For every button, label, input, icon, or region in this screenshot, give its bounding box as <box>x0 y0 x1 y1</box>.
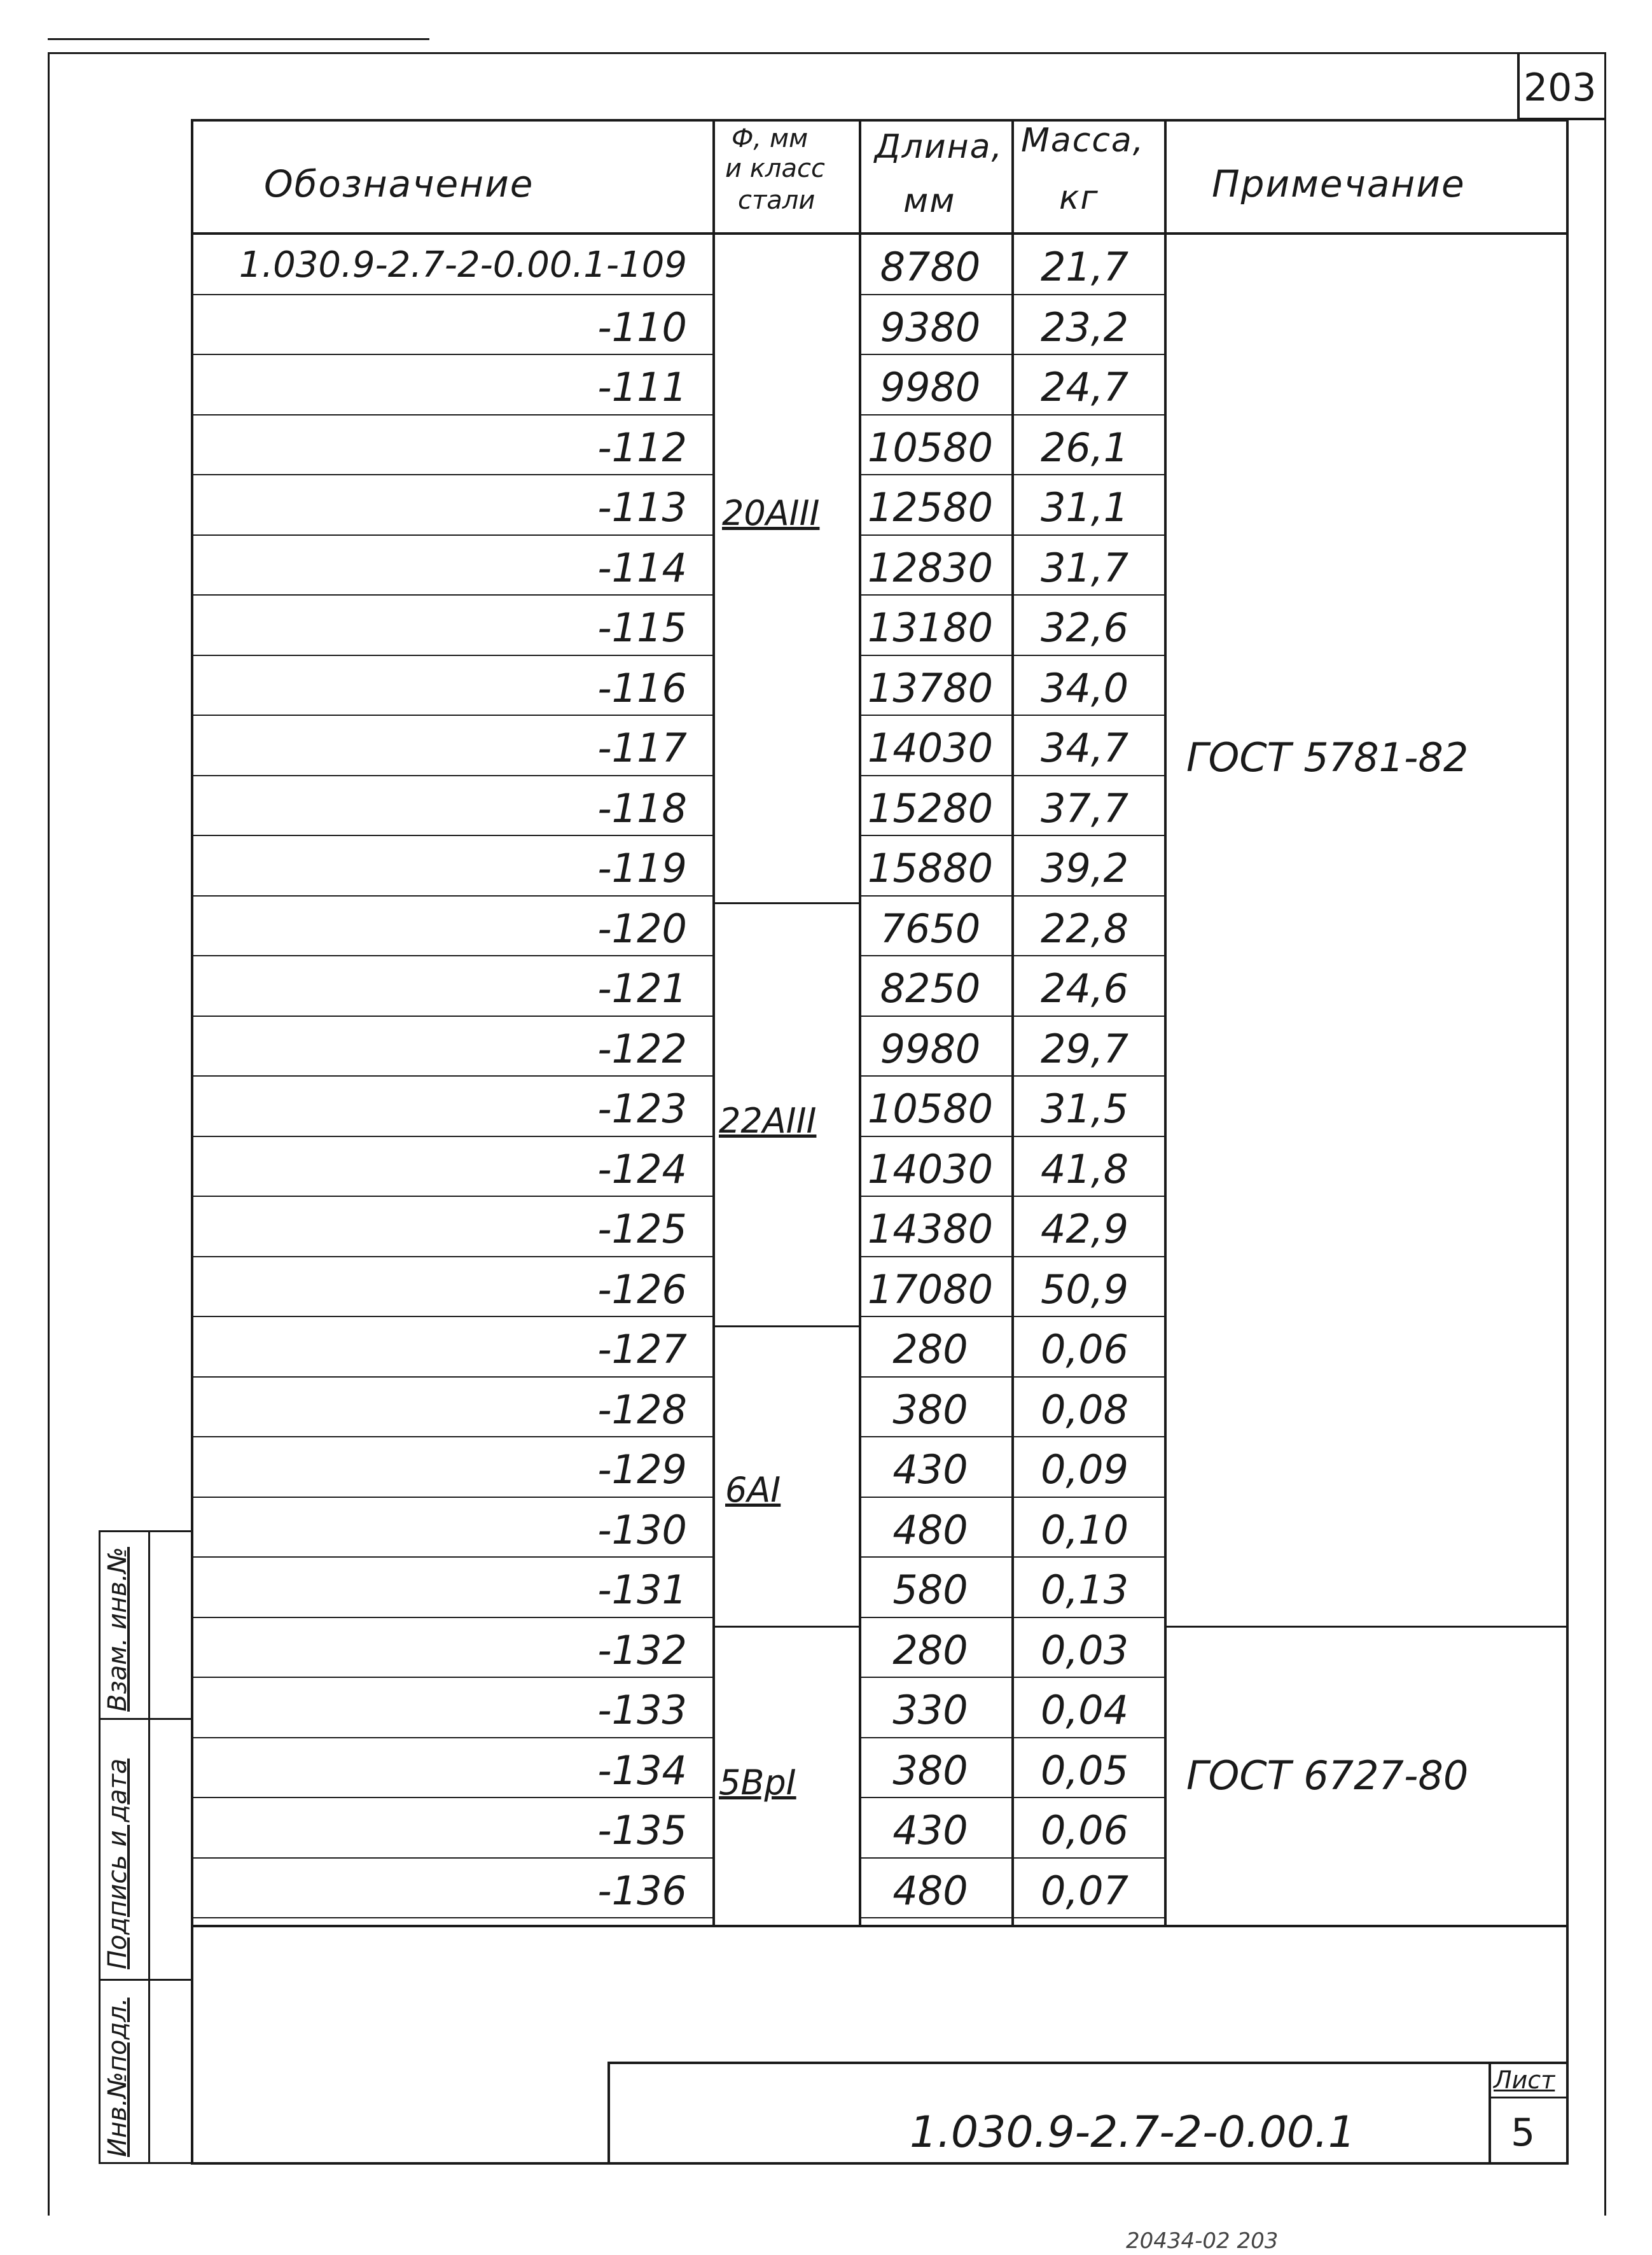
row-designation: -110 <box>597 304 687 351</box>
group-label-6AI: 6АI <box>725 1470 781 1510</box>
row-separator <box>191 294 712 295</box>
row-separator <box>191 1136 712 1137</box>
header-diameter-2: и класс <box>725 154 825 183</box>
row-separator <box>859 1316 1164 1317</box>
row-separator <box>191 354 712 355</box>
row-mass: 0,03 <box>1040 1627 1129 1673</box>
sheet-number-top: 203 <box>1524 66 1597 110</box>
row-separator <box>859 1376 1164 1378</box>
row-separator <box>191 1917 712 1918</box>
row-separator <box>859 895 1164 897</box>
titleblock-sheet-no: 5 <box>1511 2111 1536 2155</box>
row-separator <box>859 1196 1164 1197</box>
row-designation: -122 <box>597 1026 687 1072</box>
row-separator <box>191 1316 712 1317</box>
sheet-num-box-left <box>1517 52 1520 119</box>
row-designation: -121 <box>597 965 687 1012</box>
stamp-right <box>148 1530 150 2163</box>
row-mass: 0,08 <box>1040 1386 1129 1433</box>
row-separator <box>191 955 712 956</box>
sheet-cell-left <box>1489 2062 1491 2163</box>
row-separator <box>191 835 712 836</box>
row-length: 8780 <box>880 244 981 290</box>
row-separator <box>859 594 1164 596</box>
row-length: 580 <box>892 1567 968 1613</box>
row-mass: 29,7 <box>1040 1026 1129 1072</box>
note-divider <box>1164 1626 1568 1628</box>
titleblock-bottom <box>191 2162 1568 2165</box>
row-mass: 0,06 <box>1040 1326 1129 1372</box>
stamp-top <box>99 1530 191 1532</box>
row-designation: -129 <box>597 1446 687 1493</box>
row-separator <box>191 1797 712 1798</box>
row-designation: 1.030.9-2.7-2-0.00.1-109 <box>239 244 687 286</box>
footer-archive-number: 20434-02 203 <box>1126 2228 1279 2254</box>
col-line-mass <box>1164 119 1167 1926</box>
row-separator <box>859 1677 1164 1678</box>
row-separator <box>859 715 1164 716</box>
group-label-20AIII: 20АIII <box>722 493 820 533</box>
row-separator <box>859 1617 1164 1618</box>
row-separator <box>191 1436 712 1437</box>
row-separator <box>859 1436 1164 1437</box>
row-separator <box>191 715 712 716</box>
row-length: 330 <box>892 1687 968 1733</box>
stamp-vzam-inv: Взам. инв.№ <box>103 1547 132 1712</box>
row-separator <box>859 1556 1164 1558</box>
row-mass: 24,7 <box>1040 364 1129 410</box>
row-separator <box>859 1917 1164 1918</box>
row-length: 10580 <box>867 1086 994 1132</box>
row-mass: 37,7 <box>1040 785 1129 832</box>
row-designation: -113 <box>597 484 687 531</box>
frame-top-left-fragment <box>48 38 429 40</box>
row-separator <box>191 414 712 415</box>
row-designation: -133 <box>597 1687 687 1733</box>
row-mass: 41,8 <box>1040 1146 1129 1192</box>
row-separator <box>191 534 712 536</box>
row-mass: 0,04 <box>1040 1687 1129 1733</box>
titleblock-sheet-label: Лист <box>1494 2066 1555 2094</box>
row-designation: -114 <box>597 545 687 591</box>
group-divider-3 <box>712 1626 861 1628</box>
row-length: 7650 <box>880 905 981 952</box>
header-designation: Обозначение <box>264 162 534 206</box>
titleblock-top <box>607 2062 1568 2064</box>
row-length: 430 <box>892 1446 968 1493</box>
row-length: 9980 <box>880 1026 981 1072</box>
row-mass: 0,10 <box>1040 1507 1129 1553</box>
row-length: 8250 <box>880 965 981 1012</box>
row-separator <box>859 354 1164 355</box>
group-divider-2 <box>712 1325 861 1327</box>
row-separator <box>191 1497 712 1498</box>
row-separator <box>859 1797 1164 1798</box>
stamp-left <box>99 1530 101 2163</box>
note-gost-6727: ГОСТ 6727-80 <box>1186 1752 1469 1799</box>
row-designation: -130 <box>597 1507 687 1553</box>
row-mass: 26,1 <box>1040 424 1129 471</box>
row-designation: -127 <box>597 1326 687 1372</box>
header-diameter-1: Ф, мм <box>732 124 809 153</box>
row-separator <box>859 294 1164 295</box>
stamp-podpis-data: Подпись и дата <box>103 1758 132 1969</box>
header-mass-2: кг <box>1059 179 1099 217</box>
row-mass: 24,6 <box>1040 965 1129 1012</box>
header-note: Примечание <box>1212 162 1466 206</box>
group-divider-1 <box>712 902 861 904</box>
row-mass: 0,06 <box>1040 1807 1129 1854</box>
row-length: 9380 <box>880 304 981 351</box>
row-length: 17080 <box>867 1266 994 1313</box>
row-designation: -120 <box>597 905 687 952</box>
row-mass: 23,2 <box>1040 304 1129 351</box>
row-length: 10580 <box>867 424 994 471</box>
row-length: 280 <box>892 1326 968 1372</box>
stamp-bottom <box>99 2162 191 2164</box>
row-length: 280 <box>892 1627 968 1673</box>
row-designation: -134 <box>597 1747 687 1794</box>
row-length: 480 <box>892 1868 968 1914</box>
header-length-2: мм <box>903 182 956 220</box>
stamp-inv-podl: Инв.№подл. <box>103 1997 132 2157</box>
row-length: 13180 <box>867 604 994 651</box>
row-separator <box>191 1376 712 1378</box>
row-length: 480 <box>892 1507 968 1553</box>
row-designation: -124 <box>597 1146 687 1192</box>
row-mass: 31,1 <box>1040 484 1129 531</box>
row-length: 15880 <box>867 845 994 891</box>
row-length: 15280 <box>867 785 994 832</box>
row-separator <box>859 1857 1164 1859</box>
row-designation: -136 <box>597 1868 687 1914</box>
row-separator <box>859 474 1164 475</box>
row-separator <box>191 1617 712 1618</box>
row-separator <box>859 1075 1164 1077</box>
header-length-1: Длина, <box>875 128 1004 166</box>
row-separator <box>191 1075 712 1077</box>
row-separator <box>859 1016 1164 1017</box>
sheet-cell-mid <box>1489 2097 1568 2098</box>
row-separator <box>191 594 712 596</box>
row-mass: 0,09 <box>1040 1446 1129 1493</box>
row-separator <box>859 835 1164 836</box>
header-bottom <box>191 232 1568 235</box>
row-separator <box>191 1857 712 1859</box>
row-length: 14380 <box>867 1206 994 1252</box>
row-mass: 50,9 <box>1040 1266 1129 1313</box>
row-designation: -132 <box>597 1627 687 1673</box>
row-separator <box>859 1497 1164 1498</box>
row-length: 430 <box>892 1807 968 1854</box>
row-designation: -123 <box>597 1086 687 1132</box>
row-mass: 0,07 <box>1040 1868 1129 1914</box>
row-separator <box>191 775 712 776</box>
row-mass: 31,5 <box>1040 1086 1129 1132</box>
row-length: 14030 <box>867 725 994 771</box>
row-mass: 0,13 <box>1040 1567 1129 1613</box>
row-length: 9980 <box>880 364 981 410</box>
header-diameter-3: стали <box>738 186 816 215</box>
frame-top <box>48 52 1606 54</box>
row-designation: -119 <box>597 845 687 891</box>
row-designation: -125 <box>597 1206 687 1252</box>
stamp-div-2 <box>99 1979 191 1981</box>
row-designation: -111 <box>597 364 687 410</box>
row-mass: 39,2 <box>1040 845 1129 891</box>
row-mass: 21,7 <box>1040 244 1129 290</box>
row-separator <box>191 1556 712 1558</box>
row-length: 380 <box>892 1386 968 1433</box>
frame-right <box>1604 52 1606 2216</box>
row-designation: -117 <box>597 725 687 771</box>
row-designation: -118 <box>597 785 687 832</box>
col-line-designation <box>712 119 715 1926</box>
row-mass: 34,7 <box>1040 725 1129 771</box>
row-separator <box>191 1677 712 1678</box>
row-separator <box>191 895 712 897</box>
row-separator <box>191 1196 712 1197</box>
table-top <box>191 119 1568 122</box>
row-designation: -116 <box>597 665 687 711</box>
row-mass: 32,6 <box>1040 604 1129 651</box>
titleblock-doc-code: 1.030.9-2.7-2-0.00.1 <box>910 2107 1356 2158</box>
row-separator <box>859 414 1164 415</box>
row-separator <box>859 1737 1164 1738</box>
row-separator <box>191 474 712 475</box>
row-separator <box>859 655 1164 656</box>
row-designation: -128 <box>597 1386 687 1433</box>
row-separator <box>859 1256 1164 1257</box>
row-separator <box>859 955 1164 956</box>
row-separator <box>191 1016 712 1017</box>
row-mass: 22,8 <box>1040 905 1129 952</box>
row-designation: -126 <box>597 1266 687 1313</box>
table-body-bottom <box>191 1925 1568 1927</box>
row-mass: 31,7 <box>1040 545 1129 591</box>
row-length: 14030 <box>867 1146 994 1192</box>
row-separator <box>859 534 1164 536</box>
stamp-div-1 <box>99 1718 191 1720</box>
row-length: 12830 <box>867 545 994 591</box>
row-separator <box>191 655 712 656</box>
group-label-5BpI: 5ВрI <box>719 1763 796 1803</box>
note-gost-5781: ГОСТ 5781-82 <box>1186 734 1469 781</box>
row-designation: -115 <box>597 604 687 651</box>
frame-left <box>48 52 50 2216</box>
row-designation: -135 <box>597 1807 687 1854</box>
row-designation: -112 <box>597 424 687 471</box>
row-length: 12580 <box>867 484 994 531</box>
group-label-22AIII: 22АIII <box>719 1101 817 1141</box>
titleblock-left <box>607 2062 610 2163</box>
row-separator <box>859 1136 1164 1137</box>
row-separator <box>191 1737 712 1738</box>
row-separator <box>859 775 1164 776</box>
row-mass: 0,05 <box>1040 1747 1129 1794</box>
row-mass: 34,0 <box>1040 665 1129 711</box>
table-right <box>1566 119 1569 2165</box>
row-length: 380 <box>892 1747 968 1794</box>
header-mass-1: Масса, <box>1021 122 1145 160</box>
row-designation: -131 <box>597 1567 687 1613</box>
row-length: 13780 <box>867 665 994 711</box>
row-mass: 42,9 <box>1040 1206 1129 1252</box>
row-separator <box>191 1256 712 1257</box>
